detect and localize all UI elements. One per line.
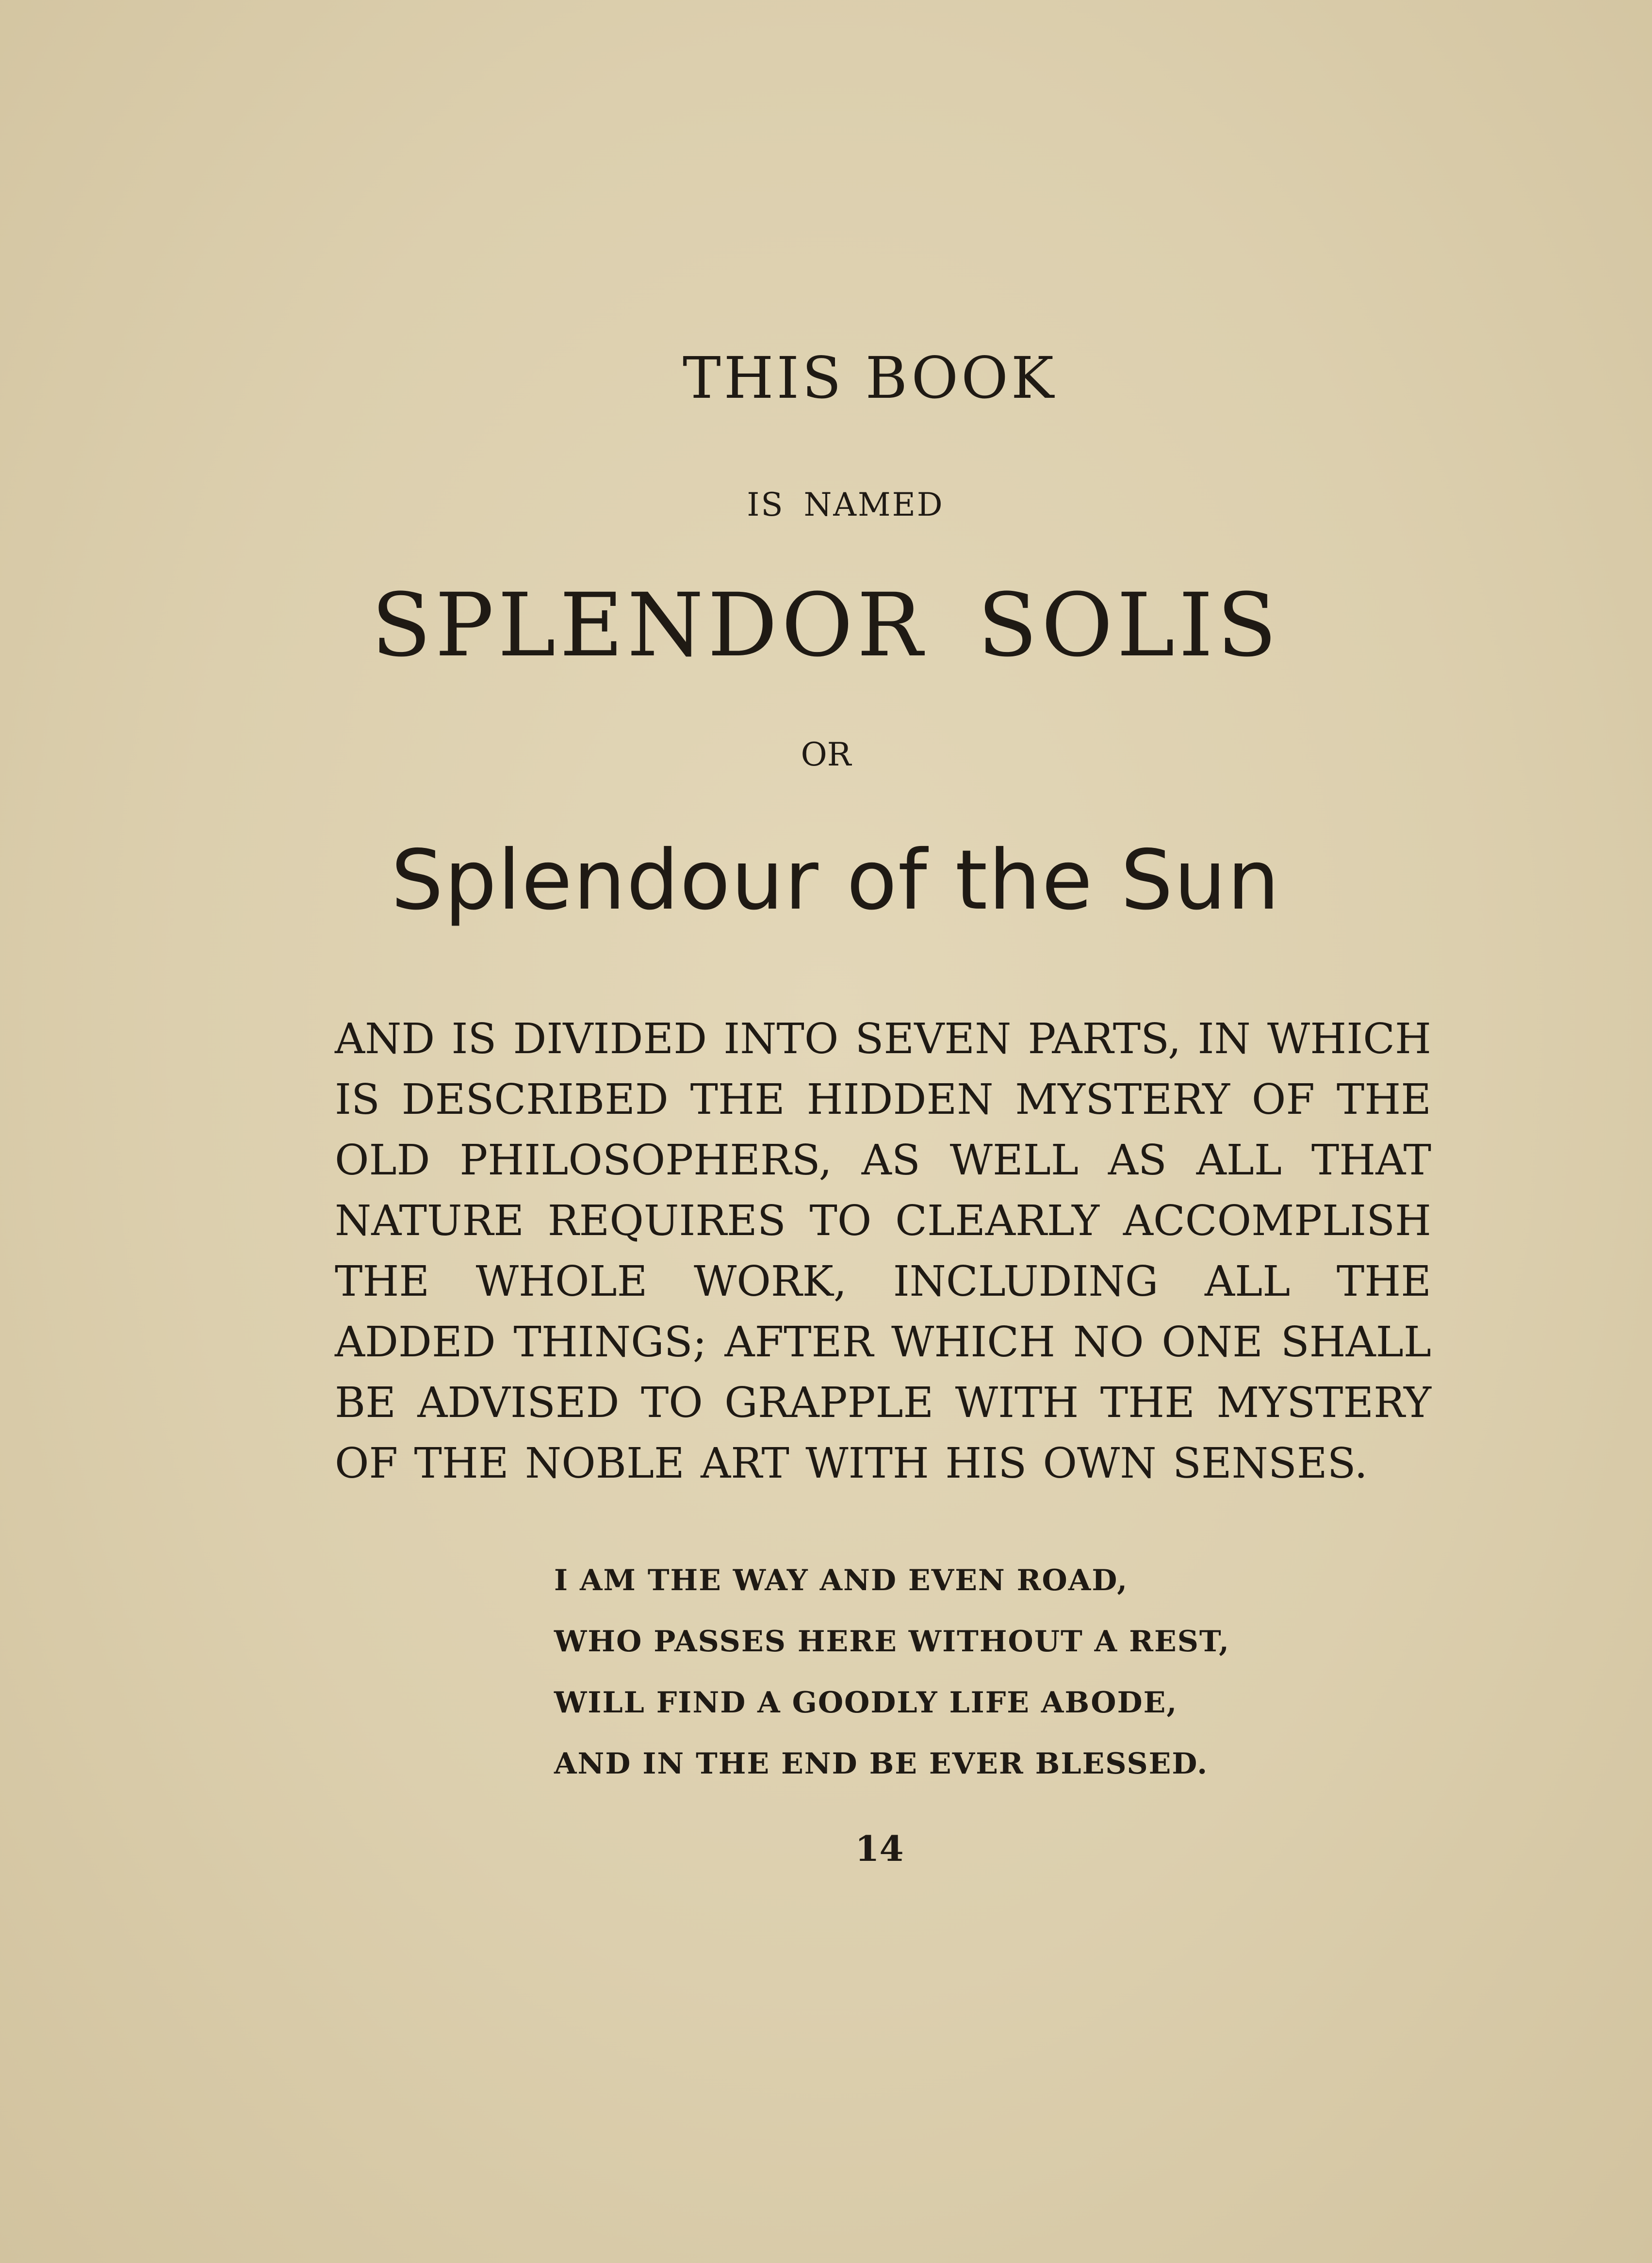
verse-line: WHO PASSES HERE WITHOUT A REST, bbox=[554, 1625, 1230, 1659]
verse-line: AND IN THE END BE EVER BLESSED. bbox=[554, 1747, 1209, 1781]
latin-title: SPLENDOR SOLIS bbox=[371, 575, 1281, 676]
verse-line: I AM THE WAY AND EVEN ROAD, bbox=[554, 1563, 1129, 1597]
english-title: Splendour of the Sun bbox=[391, 832, 1281, 928]
heading-this-book: THIS BOOK bbox=[682, 344, 1057, 411]
description-paragraph: AND IS DIVIDED INTO SEVEN PARTS, IN WHICH IS DESCRIBED THE HIDDEN MYSTERY OF THE OLD PHILOSOPHERS, AS WELL AS ALL THAT NATURE REQUIRES TO CLEARLY ACCOMPLISH THE WHOLE WORK, INCLUDING ALL THE ADDED THINGS; AFTER WHICH NO ONE SHALL BE ADVISED TO GRAPPLE WITH THE MYSTERY OF THE NOBLE ART WITH HIS OWN SENSES. bbox=[335, 1015, 1431, 1488]
heading-is-named: IS NAMED bbox=[747, 486, 944, 523]
page-number: 14 bbox=[855, 1828, 904, 1869]
verse-line: WILL FIND A GOODLY LIFE ABODE, bbox=[554, 1686, 1178, 1720]
verse-block bbox=[554, 1550, 1282, 1794]
connector-or: OR bbox=[801, 736, 851, 773]
